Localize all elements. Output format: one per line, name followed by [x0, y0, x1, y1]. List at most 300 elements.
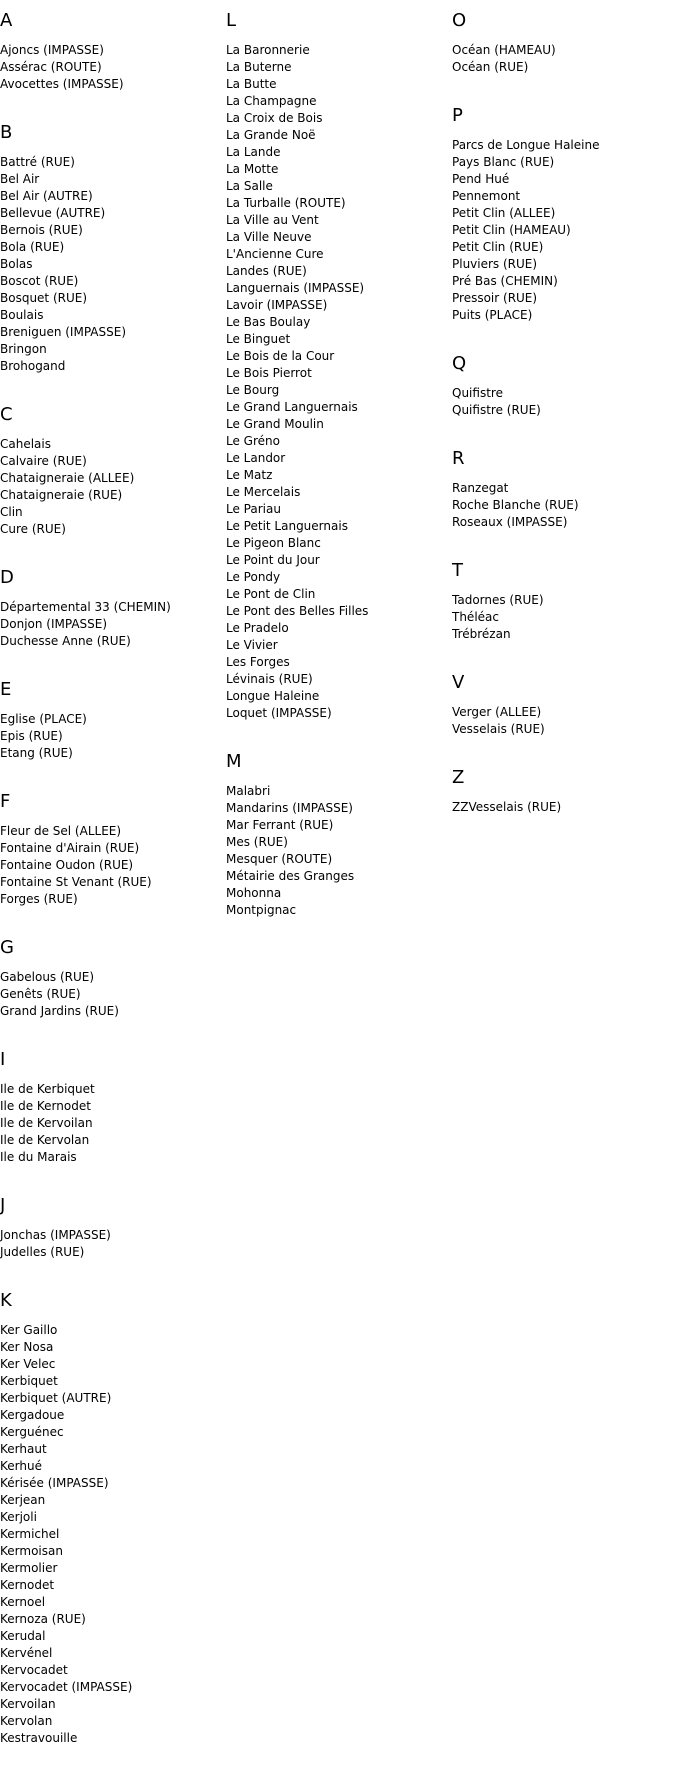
street-list — [226, 783, 451, 919]
street-list-item — [226, 688, 451, 705]
street-link[interactable]: La Lande — [226, 145, 281, 159]
street-link[interactable]: Chataigneraie (ALLEE) — [0, 471, 135, 485]
street-link[interactable]: Roche Blanche (RUE) — [452, 498, 579, 512]
street-link[interactable]: Quifistre (RUE) — [452, 403, 541, 417]
street-link[interactable]: Pré Bas (CHEMIN) — [452, 274, 558, 288]
section-spacer — [452, 643, 675, 662]
street-column-3 — [452, 0, 675, 835]
street-link[interactable]: Parcs de Longue Haleine — [452, 138, 600, 152]
street-list-item — [226, 76, 451, 93]
street-link[interactable]: Pennemont — [452, 189, 521, 203]
street-list-item — [0, 154, 225, 171]
street-list-item — [226, 42, 451, 59]
street-link[interactable]: Pluviers (RUE) — [452, 257, 538, 271]
street-list-item — [226, 280, 451, 297]
street-list-item — [0, 1390, 225, 1407]
street-link[interactable]: Kernoel — [0, 1595, 46, 1609]
street-list-item — [0, 633, 225, 650]
street-link[interactable]: Genêts (RUE) — [0, 987, 81, 1001]
street-list-item — [0, 1645, 225, 1662]
street-link[interactable]: Le Bas Boulay — [226, 315, 311, 329]
street-link[interactable]: Le Grand Moulin — [226, 417, 324, 431]
street-link[interactable]: Ajoncs (IMPASSE) — [0, 43, 104, 57]
letter-section-r — [452, 448, 675, 550]
street-link[interactable]: Le Bourg — [226, 383, 280, 397]
street-list-item — [0, 616, 225, 633]
letter-section-v — [452, 672, 675, 757]
street-list — [0, 42, 225, 93]
section-spacer — [0, 1261, 225, 1280]
street-link[interactable]: Verger (ALLEE) — [452, 705, 542, 719]
letter-section-a — [0, 10, 225, 112]
street-link[interactable]: Montpignac — [226, 903, 297, 917]
street-link[interactable]: Océan (HAMEAU) — [452, 43, 556, 57]
street-link[interactable]: Bel Air (AUTRE) — [0, 189, 93, 203]
street-link[interactable]: La Ville au Vent — [226, 213, 319, 227]
street-link[interactable]: Kervénel — [0, 1646, 53, 1660]
street-list-item — [0, 504, 225, 521]
street-list-item — [0, 358, 225, 375]
street-list — [0, 436, 225, 538]
street-list — [0, 599, 225, 650]
street-link[interactable]: Ker Velec — [0, 1357, 56, 1371]
letter-heading: V — [452, 672, 465, 693]
street-link[interactable]: Le Gréno — [226, 434, 280, 448]
letter-heading: G — [0, 937, 14, 958]
street-link[interactable]: Bosquet (RUE) — [0, 291, 88, 305]
street-link[interactable]: Donjon (IMPASSE) — [0, 617, 108, 631]
street-link[interactable]: Boscot (RUE) — [0, 274, 79, 288]
street-link[interactable]: Boulais — [0, 308, 44, 322]
street-list-item — [452, 480, 675, 497]
street-link[interactable]: Le Pont de Clin — [226, 587, 316, 601]
street-column-2 — [226, 0, 451, 938]
street-link[interactable]: Calvaire (RUE) — [0, 454, 87, 468]
street-link[interactable]: Jonchas (IMPASSE) — [0, 1228, 111, 1242]
section-spacer — [0, 1166, 225, 1185]
street-list-item — [0, 324, 225, 341]
street-list-item — [226, 433, 451, 450]
street-list-item — [0, 1373, 225, 1390]
letter-section-i — [0, 1049, 225, 1185]
street-column-1 — [0, 0, 225, 1766]
street-list-item — [0, 891, 225, 908]
street-list-item — [0, 1526, 225, 1543]
street-link[interactable]: Mar Ferrant (RUE) — [226, 818, 334, 832]
letter-heading: L — [226, 10, 237, 31]
street-link[interactable]: Kervocadet — [0, 1663, 68, 1677]
section-spacer — [0, 762, 225, 781]
street-list-item — [0, 42, 225, 59]
street-link[interactable]: Lavoir (IMPASSE) — [226, 298, 328, 312]
street-list-item — [226, 314, 451, 331]
street-list-item — [0, 171, 225, 188]
street-link[interactable]: La Salle — [226, 179, 273, 193]
street-link[interactable]: Gabelous (RUE) — [0, 970, 95, 984]
street-list-item — [226, 637, 451, 654]
street-link[interactable]: Bellevue (AUTRE) — [0, 206, 106, 220]
street-list-item — [0, 1339, 225, 1356]
street-list-item — [0, 1003, 225, 1020]
street-list-item — [226, 212, 451, 229]
street-list-item — [0, 823, 225, 840]
street-link[interactable]: Kermoisan — [0, 1544, 63, 1558]
street-list-item — [226, 93, 451, 110]
street-list — [452, 704, 675, 738]
letter-section-g — [0, 937, 225, 1039]
street-link[interactable]: Le Pigeon Blanc — [226, 536, 321, 550]
street-list-item — [452, 273, 675, 290]
street-link[interactable]: Le Landor — [226, 451, 286, 465]
street-link[interactable]: ZZVesselais (RUE) — [452, 800, 562, 814]
street-list-item — [226, 450, 451, 467]
street-list — [452, 42, 675, 76]
street-list-item — [452, 385, 675, 402]
street-link[interactable]: La Butte — [226, 77, 277, 91]
street-link[interactable]: Le Binguet — [226, 332, 291, 346]
street-list-item — [452, 239, 675, 256]
street-link[interactable]: Kervoilan — [0, 1697, 56, 1711]
street-list-item — [0, 969, 225, 986]
street-link[interactable]: Kervocadet (IMPASSE) — [0, 1680, 133, 1694]
letter-section-c — [0, 404, 225, 557]
street-list-item — [0, 290, 225, 307]
street-link[interactable]: Roseaux (IMPASSE) — [452, 515, 568, 529]
street-link[interactable]: Lévinais (RUE) — [226, 672, 313, 686]
street-list-item — [0, 1441, 225, 1458]
street-list-item — [226, 246, 451, 263]
street-list-item — [0, 1594, 225, 1611]
letter-heading: O — [452, 10, 467, 31]
street-list-item — [226, 195, 451, 212]
letter-section-q — [452, 353, 675, 438]
street-link[interactable]: Bringon — [0, 342, 47, 356]
street-list-item — [0, 307, 225, 324]
street-link[interactable]: Océan (RUE) — [452, 60, 529, 74]
street-link[interactable]: Le Grand Languernais — [226, 400, 358, 414]
street-list — [452, 480, 675, 531]
street-list-item — [452, 188, 675, 205]
letter-heading: D — [0, 567, 14, 588]
street-list-item — [0, 1227, 225, 1244]
street-link[interactable]: Le Petit Languernais — [226, 519, 348, 533]
street-list-item — [0, 1115, 225, 1132]
letter-section-o — [452, 10, 675, 95]
street-list-item — [0, 273, 225, 290]
street-link[interactable]: Tadornes (RUE) — [452, 593, 544, 607]
street-link[interactable]: Le Mercelais — [226, 485, 301, 499]
street-link[interactable]: Assérac (ROUTE) — [0, 60, 102, 74]
street-link[interactable]: Trébrézan — [452, 627, 511, 641]
street-list-item — [0, 521, 225, 538]
section-spacer — [452, 531, 675, 550]
street-link[interactable]: Epis (RUE) — [0, 729, 63, 743]
street-link[interactable]: Kerhué — [0, 1459, 42, 1473]
street-link[interactable]: Petit Clin (ALLEE) — [452, 206, 556, 220]
street-list-item — [0, 470, 225, 487]
street-list-item — [0, 1244, 225, 1261]
letter-heading: E — [0, 679, 12, 700]
letter-heading: C — [0, 404, 13, 425]
street-link[interactable]: Malabri — [226, 784, 271, 798]
street-list-item — [0, 1509, 225, 1526]
street-list-item — [226, 620, 451, 637]
section-spacer — [452, 76, 675, 95]
section-spacer — [226, 919, 451, 938]
street-link[interactable]: Ker Gaillo — [0, 1323, 58, 1337]
street-list-item — [0, 1679, 225, 1696]
street-list-item — [0, 745, 225, 762]
street-list — [0, 711, 225, 762]
street-link[interactable]: La Turballe (ROUTE) — [226, 196, 346, 210]
street-link[interactable]: Bel Air — [0, 172, 40, 186]
street-list-item — [452, 592, 675, 609]
street-link[interactable]: Mohonna — [226, 886, 282, 900]
letter-section-m — [226, 751, 451, 938]
section-spacer — [226, 722, 451, 741]
street-link[interactable]: Kergadoue — [0, 1408, 65, 1422]
street-link[interactable]: Judelles (RUE) — [0, 1245, 85, 1259]
street-link[interactable]: Pays Blanc (RUE) — [452, 155, 555, 169]
street-list — [0, 154, 225, 375]
street-link[interactable]: Kérisée (IMPASSE) — [0, 1476, 109, 1490]
street-list — [0, 969, 225, 1020]
street-link[interactable]: Kermichel — [0, 1527, 60, 1541]
street-list — [226, 42, 451, 722]
letter-heading: B — [0, 122, 13, 143]
section-spacer — [0, 1747, 225, 1766]
street-list-item — [0, 1662, 225, 1679]
street-link[interactable]: Kerhaut — [0, 1442, 47, 1456]
street-list-item — [0, 1424, 225, 1441]
street-list-item — [0, 222, 225, 239]
street-link[interactable]: Quifistre — [452, 386, 503, 400]
street-list-item — [452, 222, 675, 239]
letter-heading: A — [0, 10, 13, 31]
street-link[interactable]: Kerudal — [0, 1629, 46, 1643]
street-link[interactable]: Métairie des Granges — [226, 869, 355, 883]
street-list-item — [0, 1577, 225, 1594]
section-spacer — [452, 816, 675, 835]
street-list-item — [226, 263, 451, 280]
street-list-item — [226, 834, 451, 851]
street-list-item — [226, 586, 451, 603]
letter-heading: M — [226, 751, 242, 772]
street-list-item — [0, 76, 225, 93]
street-link[interactable]: Kerbiquet (AUTRE) — [0, 1391, 112, 1405]
street-list-item — [226, 484, 451, 501]
letter-heading: K — [0, 1290, 12, 1311]
street-list-item — [226, 348, 451, 365]
street-link[interactable]: Ile de Kerbiquet — [0, 1082, 95, 1096]
street-list — [452, 385, 675, 419]
street-link[interactable]: Duchesse Anne (RUE) — [0, 634, 131, 648]
letter-heading: F — [0, 791, 11, 812]
street-list-item — [226, 518, 451, 535]
street-link[interactable]: Longue Haleine — [226, 689, 320, 703]
street-link[interactable]: Ile de Kernodet — [0, 1099, 91, 1113]
letter-section-l — [226, 10, 451, 741]
street-link[interactable]: Fontaine Oudon (RUE) — [0, 858, 134, 872]
street-link[interactable]: Breniguen (IMPASSE) — [0, 325, 126, 339]
street-link[interactable]: Kerbiquet — [0, 1374, 58, 1388]
street-list-item — [0, 256, 225, 273]
street-link[interactable]: Ker Nosa — [0, 1340, 54, 1354]
street-link[interactable]: Kestravouille — [0, 1731, 78, 1745]
street-list-item — [226, 178, 451, 195]
street-list-item — [0, 1560, 225, 1577]
letter-section-t — [452, 560, 675, 662]
street-link[interactable]: Ile de Kervoilan — [0, 1116, 93, 1130]
street-link[interactable]: Bolas — [0, 257, 33, 271]
street-link[interactable]: Le Matz — [226, 468, 273, 482]
letter-section-j — [0, 1195, 225, 1280]
street-link[interactable]: Languernais (IMPASSE) — [226, 281, 365, 295]
street-list-item — [226, 885, 451, 902]
street-list-item — [452, 609, 675, 626]
letter-section-p — [452, 105, 675, 343]
letter-section-e — [0, 679, 225, 781]
street-list-item — [0, 59, 225, 76]
street-list-item — [0, 986, 225, 1003]
street-link[interactable]: Le Bois de la Cour — [226, 349, 335, 363]
street-list-item — [0, 1098, 225, 1115]
street-link[interactable]: Le Bois Pierrot — [226, 366, 312, 380]
street-link[interactable]: Chataigneraie (RUE) — [0, 488, 123, 502]
street-link[interactable]: Kerjean — [0, 1493, 46, 1507]
letter-heading: P — [452, 105, 463, 126]
street-link[interactable]: Brohogand — [0, 359, 66, 373]
street-list-item — [0, 1322, 225, 1339]
street-list-item — [226, 467, 451, 484]
street-link[interactable]: Eglise (PLACE) — [0, 712, 87, 726]
street-link[interactable]: Battré (RUE) — [0, 155, 75, 169]
street-link[interactable]: Clin — [0, 505, 23, 519]
street-link[interactable]: Kerjoli — [0, 1510, 37, 1524]
street-list-item — [0, 1407, 225, 1424]
street-link[interactable]: Ranzegat — [452, 481, 509, 495]
street-list-item — [226, 399, 451, 416]
street-list-item — [0, 1132, 225, 1149]
street-link[interactable]: Pressoir (RUE) — [452, 291, 538, 305]
street-link[interactable]: La Champagne — [226, 94, 317, 108]
street-list-item — [0, 1628, 225, 1645]
street-link[interactable]: La Baronnerie — [226, 43, 310, 57]
street-link[interactable]: Puits (PLACE) — [452, 308, 533, 322]
street-link[interactable]: L'Ancienne Cure — [226, 247, 324, 261]
street-list-item — [0, 436, 225, 453]
street-link[interactable]: Départemental 33 (CHEMIN) — [0, 600, 171, 614]
street-list-item — [0, 857, 225, 874]
street-link[interactable]: Les Forges — [226, 655, 290, 669]
street-link[interactable]: Etang (RUE) — [0, 746, 73, 760]
street-list-item — [452, 626, 675, 643]
street-link[interactable]: Kervolan — [0, 1714, 53, 1728]
street-link[interactable]: Le Point du Jour — [226, 553, 320, 567]
section-spacer — [452, 324, 675, 343]
section-spacer — [0, 908, 225, 927]
section-spacer — [452, 419, 675, 438]
street-link[interactable]: Grand Jardins (RUE) — [0, 1004, 119, 1018]
street-link[interactable]: Le Vivier — [226, 638, 278, 652]
letter-heading: I — [0, 1049, 6, 1070]
street-list — [0, 1322, 225, 1747]
street-list-item — [226, 817, 451, 834]
street-link[interactable]: La Motte — [226, 162, 279, 176]
street-link[interactable]: La Ville Neuve — [226, 230, 312, 244]
section-spacer — [0, 375, 225, 394]
street-list-item — [226, 783, 451, 800]
street-link[interactable]: Pend Hué — [452, 172, 510, 186]
letter-heading: Z — [452, 767, 465, 788]
street-link[interactable]: Bernois (RUE) — [0, 223, 83, 237]
street-link[interactable]: Avocettes (IMPASSE) — [0, 77, 124, 91]
street-link[interactable]: Le Pont des Belles Filles — [226, 604, 369, 618]
street-link[interactable]: Ile du Marais — [0, 1150, 77, 1164]
street-link[interactable]: Mandarins (IMPASSE) — [226, 801, 353, 815]
street-list — [452, 592, 675, 643]
street-link[interactable]: Kerguénec — [0, 1425, 64, 1439]
street-link[interactable]: Kernoza (RUE) — [0, 1612, 86, 1626]
street-link[interactable]: La Croix de Bois — [226, 111, 323, 125]
street-list-item — [0, 1611, 225, 1628]
street-list — [452, 799, 675, 816]
street-link[interactable]: La Buterne — [226, 60, 292, 74]
letter-heading: R — [452, 448, 465, 469]
street-link[interactable]: Fleur de Sel (ALLEE) — [0, 824, 122, 838]
street-list-item — [0, 205, 225, 222]
street-link[interactable]: Fontaine d'Airain (RUE) — [0, 841, 140, 855]
street-list-item — [0, 599, 225, 616]
street-link[interactable]: Petit Clin (RUE) — [452, 240, 544, 254]
street-link[interactable]: Vesselais (RUE) — [452, 722, 545, 736]
street-link[interactable]: Kernodet — [0, 1578, 55, 1592]
street-link[interactable]: Mes (RUE) — [226, 835, 288, 849]
street-list-item — [226, 902, 451, 919]
street-link[interactable]: Ile de Kervolan — [0, 1133, 90, 1147]
street-link[interactable]: Landes (RUE) — [226, 264, 307, 278]
street-list-item — [0, 1543, 225, 1560]
street-link[interactable]: Le Pradelo — [226, 621, 289, 635]
street-link[interactable]: Loquet (IMPASSE) — [226, 706, 332, 720]
street-list-item — [226, 501, 451, 518]
street-list-item — [0, 1475, 225, 1492]
street-link[interactable]: Théléac — [452, 610, 499, 624]
street-link[interactable]: Mesquer (ROUTE) — [226, 852, 333, 866]
street-link[interactable]: La Grande Noë — [226, 128, 316, 142]
street-list-item — [226, 297, 451, 314]
street-link[interactable]: Cahelais — [0, 437, 51, 451]
street-list-item — [452, 721, 675, 738]
street-link[interactable]: Cure (RUE) — [0, 522, 66, 536]
street-list-item — [226, 382, 451, 399]
street-link[interactable]: Le Pondy — [226, 570, 281, 584]
street-link[interactable]: Petit Clin (HAMEAU) — [452, 223, 571, 237]
street-list-item — [452, 799, 675, 816]
street-list-item — [226, 416, 451, 433]
street-link[interactable]: Forges (RUE) — [0, 892, 78, 906]
street-list-item — [452, 137, 675, 154]
section-spacer — [452, 738, 675, 757]
street-link[interactable]: Bola (RUE) — [0, 240, 65, 254]
section-spacer — [0, 538, 225, 557]
street-list-item — [226, 552, 451, 569]
street-link[interactable]: Kermolier — [0, 1561, 58, 1575]
street-list-item — [452, 290, 675, 307]
street-link[interactable]: Fontaine St Venant (RUE) — [0, 875, 152, 889]
street-link[interactable]: Le Pariau — [226, 502, 281, 516]
street-list-item — [226, 851, 451, 868]
